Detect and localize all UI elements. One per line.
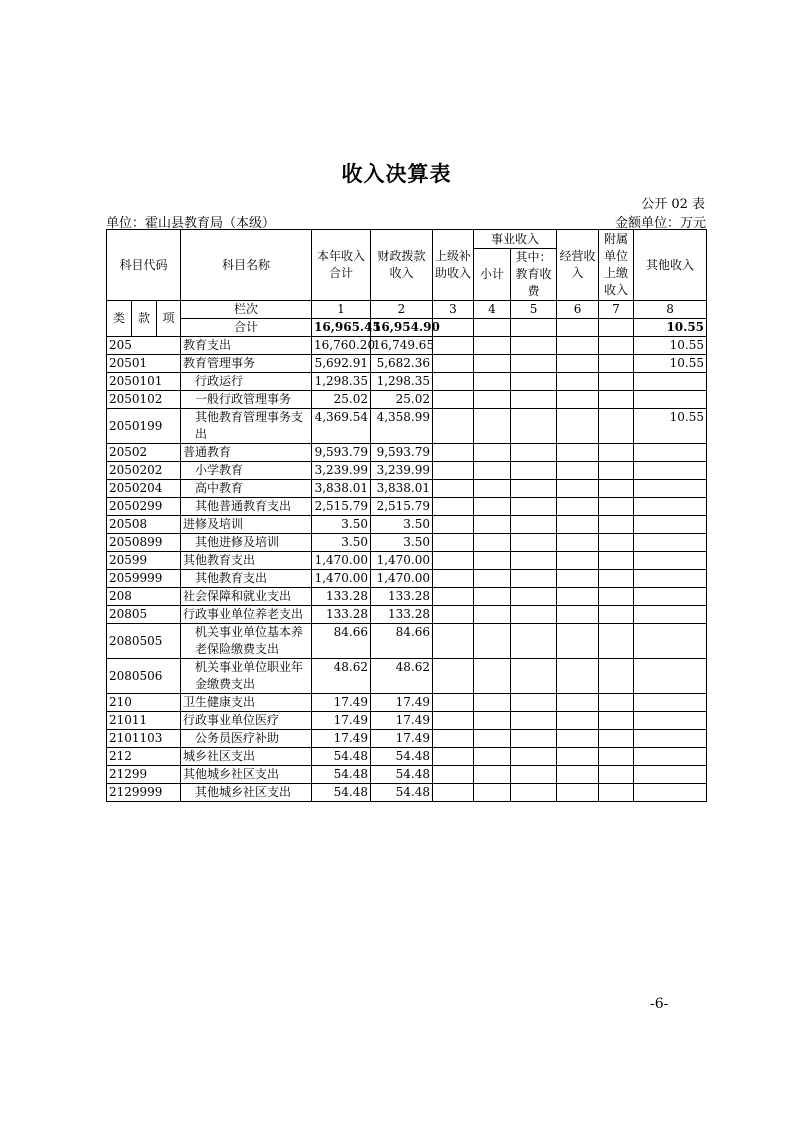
empty-cell — [474, 337, 511, 355]
empty-cell — [599, 534, 634, 552]
row-name: 社会保障和就业支出 — [181, 588, 312, 606]
empty-cell — [474, 766, 511, 784]
empty-cell — [599, 659, 634, 694]
row-other — [634, 588, 707, 606]
row-fiscal: 54.48 — [371, 748, 433, 766]
row-fiscal: 3.50 — [371, 516, 433, 534]
row-code: 2129999 — [107, 784, 181, 802]
header-other: 其他收入 — [634, 230, 707, 301]
total-label: 合计 — [181, 319, 312, 337]
row-other — [634, 624, 707, 659]
empty-cell — [474, 659, 511, 694]
row-fiscal: 1,470.00 — [371, 552, 433, 570]
header-operating: 经营收入 — [557, 230, 599, 301]
row-total: 84.66 — [312, 624, 371, 659]
row-total: 1,470.00 — [312, 570, 371, 588]
row-code: 2050299 — [107, 498, 181, 516]
empty-cell — [599, 606, 634, 624]
empty-cell — [557, 570, 599, 588]
empty-cell — [433, 498, 474, 516]
empty-cell — [511, 337, 557, 355]
header-name: 科目名称 — [181, 230, 312, 301]
empty-cell — [511, 552, 557, 570]
row-fiscal: 133.28 — [371, 588, 433, 606]
row-name: 普通教育 — [181, 444, 312, 462]
header-lei: 类 — [107, 301, 132, 337]
empty-cell — [599, 748, 634, 766]
empty-cell — [511, 534, 557, 552]
row-fiscal: 16,749.65 — [371, 337, 433, 355]
empty-cell — [433, 444, 474, 462]
empty-cell — [599, 409, 634, 444]
empty-cell — [511, 444, 557, 462]
table-row — [107, 730, 707, 748]
row-other — [634, 391, 707, 409]
empty-cell — [599, 462, 634, 480]
empty-cell — [474, 409, 511, 444]
row-name: 其他进修及培训 — [181, 534, 312, 552]
header-xiang: 项 — [157, 301, 181, 337]
row-fiscal: 3.50 — [371, 534, 433, 552]
row-other — [634, 606, 707, 624]
empty-cell — [433, 480, 474, 498]
row-other — [634, 659, 707, 694]
row-code: 20599 — [107, 552, 181, 570]
row-name: 一般行政管理事务 — [181, 391, 312, 409]
row-total: 3,838.01 — [312, 480, 371, 498]
empty-cell — [474, 516, 511, 534]
total-other: 10.55 — [634, 319, 707, 337]
empty-cell — [433, 766, 474, 784]
table-row — [107, 516, 707, 534]
row-fiscal: 3,239.99 — [371, 462, 433, 480]
empty-cell — [599, 355, 634, 373]
row-name: 其他城乡社区支出 — [181, 766, 312, 784]
empty-cell — [511, 570, 557, 588]
row-fiscal: 133.28 — [371, 606, 433, 624]
empty-cell — [599, 730, 634, 748]
row-total: 3,239.99 — [312, 462, 371, 480]
empty-cell — [474, 498, 511, 516]
empty-cell — [474, 462, 511, 480]
empty-cell — [474, 588, 511, 606]
row-total: 17.49 — [312, 712, 371, 730]
row-name: 行政运行 — [181, 373, 312, 391]
empty-cell — [433, 373, 474, 391]
total-fiscal: 16,954.90 — [371, 319, 433, 337]
row-fiscal: 48.62 — [371, 659, 433, 694]
row-code: 210 — [107, 694, 181, 712]
row-other — [634, 784, 707, 802]
row-total: 1,470.00 — [312, 552, 371, 570]
row-total: 16,760.20 — [312, 337, 371, 355]
empty-cell — [557, 766, 599, 784]
table-row — [107, 498, 707, 516]
row-other — [634, 516, 707, 534]
row-total: 25.02 — [312, 391, 371, 409]
empty-cell — [433, 462, 474, 480]
empty-cell — [599, 694, 634, 712]
empty-cell — [433, 534, 474, 552]
empty-cell — [433, 588, 474, 606]
empty-cell — [511, 498, 557, 516]
row-name: 卫生健康支出 — [181, 694, 312, 712]
empty-cell — [433, 748, 474, 766]
row-code: 2050899 — [107, 534, 181, 552]
empty-cell — [511, 516, 557, 534]
table-row — [107, 480, 707, 498]
row-fiscal: 2,515.79 — [371, 498, 433, 516]
empty-cell — [433, 391, 474, 409]
page-number: -6- — [650, 996, 669, 1012]
table-row — [107, 766, 707, 784]
row-total: 4,369.54 — [312, 409, 371, 444]
empty-cell — [557, 552, 599, 570]
row-code: 21011 — [107, 712, 181, 730]
row-name: 机关事业单位基本养老保险缴费支出 — [181, 624, 312, 659]
empty-cell — [511, 409, 557, 444]
row-total: 17.49 — [312, 694, 371, 712]
page-title: 收入决算表 — [341, 161, 452, 186]
empty-cell — [599, 373, 634, 391]
col-number: 6 — [557, 301, 599, 319]
empty-cell — [474, 570, 511, 588]
empty-cell — [557, 624, 599, 659]
empty-cell — [599, 337, 634, 355]
empty-cell — [557, 498, 599, 516]
empty-cell — [557, 391, 599, 409]
empty-cell — [557, 516, 599, 534]
col-number: 4 — [474, 301, 511, 319]
col-number: 8 — [634, 301, 707, 319]
row-fiscal: 25.02 — [371, 391, 433, 409]
row-name: 行政事业单位养老支出 — [181, 606, 312, 624]
empty-cell — [599, 784, 634, 802]
empty-cell — [599, 570, 634, 588]
table-row — [107, 659, 707, 694]
row-total: 133.28 — [312, 606, 371, 624]
row-name: 教育管理事务 — [181, 355, 312, 373]
row-fiscal: 84.66 — [371, 624, 433, 659]
row-other — [634, 462, 707, 480]
row-name: 进修及培训 — [181, 516, 312, 534]
col-number: 2 — [371, 301, 433, 319]
row-total: 1,298.35 — [312, 373, 371, 391]
row-fiscal: 5,682.36 — [371, 355, 433, 373]
empty-cell — [599, 624, 634, 659]
table-row — [107, 337, 707, 355]
row-other — [634, 534, 707, 552]
empty-cell — [433, 516, 474, 534]
row-name: 其他教育支出 — [181, 570, 312, 588]
row-fiscal: 54.48 — [371, 784, 433, 802]
empty-cell — [474, 624, 511, 659]
empty-cell — [474, 730, 511, 748]
header-code: 科目代码 — [107, 230, 181, 301]
row-other — [634, 480, 707, 498]
empty-cell — [433, 712, 474, 730]
empty-cell — [557, 606, 599, 624]
empty-cell — [433, 355, 474, 373]
row-name: 其他教育管理事务支出 — [181, 409, 312, 444]
empty-cell — [511, 588, 557, 606]
empty-cell — [433, 730, 474, 748]
empty-cell — [474, 552, 511, 570]
empty-cell — [599, 588, 634, 606]
col-number: 3 — [433, 301, 474, 319]
row-fiscal: 54.48 — [371, 766, 433, 784]
row-other — [634, 748, 707, 766]
table-row — [107, 409, 707, 444]
row-name: 高中教育 — [181, 480, 312, 498]
row-fiscal: 1,470.00 — [371, 570, 433, 588]
row-total: 2,515.79 — [312, 498, 371, 516]
row-fiscal: 17.49 — [371, 712, 433, 730]
row-code: 2050202 — [107, 462, 181, 480]
col-number: 7 — [599, 301, 634, 319]
header-total: 本年收入合计 — [312, 230, 371, 301]
empty-cell — [433, 409, 474, 444]
row-code: 208 — [107, 588, 181, 606]
empty-cell — [511, 748, 557, 766]
row-name: 机关事业单位职业年金缴费支出 — [181, 659, 312, 694]
row-code: 20805 — [107, 606, 181, 624]
empty-cell — [557, 337, 599, 355]
row-code: 20501 — [107, 355, 181, 373]
empty-cell — [599, 480, 634, 498]
empty-cell — [511, 606, 557, 624]
empty-cell — [474, 355, 511, 373]
empty-cell — [474, 712, 511, 730]
row-code: 20502 — [107, 444, 181, 462]
row-code: 2080506 — [107, 659, 181, 694]
empty-cell — [599, 516, 634, 534]
row-name: 小学教育 — [181, 462, 312, 480]
row-name: 其他普通教育支出 — [181, 498, 312, 516]
empty-cell — [557, 784, 599, 802]
table-row — [107, 588, 707, 606]
table-number: 公开 02 表 — [641, 197, 705, 212]
row-other — [634, 730, 707, 748]
row-other — [634, 444, 707, 462]
row-code: 2050102 — [107, 391, 181, 409]
table-row — [107, 748, 707, 766]
row-code: 2050101 — [107, 373, 181, 391]
table-row — [107, 712, 707, 730]
row-total: 48.62 — [312, 659, 371, 694]
row-total: 54.48 — [312, 766, 371, 784]
header-row-1 — [107, 230, 707, 249]
row-code: 2050204 — [107, 480, 181, 498]
row-code: 2050199 — [107, 409, 181, 444]
empty-cell — [599, 766, 634, 784]
unit-label: 单位：霍山县教育局（本级） — [106, 216, 276, 231]
empty-cell — [557, 444, 599, 462]
empty-cell — [511, 624, 557, 659]
row-code: 2101103 — [107, 730, 181, 748]
col-number: 1 — [312, 301, 371, 319]
row-name: 城乡社区支出 — [181, 748, 312, 766]
row-fiscal: 17.49 — [371, 730, 433, 748]
empty-cell — [433, 659, 474, 694]
row-fiscal: 3,838.01 — [371, 480, 433, 498]
empty-cell — [433, 606, 474, 624]
empty-cell — [599, 552, 634, 570]
empty-cell — [557, 712, 599, 730]
empty-cell — [557, 659, 599, 694]
header-subtotal: 小计 — [474, 249, 511, 301]
header-lanci: 栏次 — [181, 301, 312, 319]
empty-cell — [599, 391, 634, 409]
row-code: 205 — [107, 337, 181, 355]
row-other — [634, 373, 707, 391]
empty-cell — [474, 534, 511, 552]
row-other — [634, 570, 707, 588]
row-other: 10.55 — [634, 355, 707, 373]
row-other — [634, 712, 707, 730]
row-other — [634, 498, 707, 516]
empty-cell — [557, 534, 599, 552]
empty-cell — [511, 694, 557, 712]
empty-cell — [557, 462, 599, 480]
row-name: 教育支出 — [181, 337, 312, 355]
empty-cell — [511, 462, 557, 480]
empty-cell — [433, 552, 474, 570]
header-superior: 上级补助收入 — [433, 230, 474, 301]
row-total: 3.50 — [312, 516, 371, 534]
row-total: 9,593.79 — [312, 444, 371, 462]
header-kuan: 款 — [132, 301, 157, 337]
row-fiscal: 1,298.35 — [371, 373, 433, 391]
table-row — [107, 373, 707, 391]
empty-cell — [557, 409, 599, 444]
empty-cell — [474, 748, 511, 766]
row-code: 21299 — [107, 766, 181, 784]
empty-cell — [511, 480, 557, 498]
table-row — [107, 624, 707, 659]
table-row — [107, 462, 707, 480]
header-edu-fee: 其中：教育收费 — [511, 249, 557, 301]
empty-cell — [474, 480, 511, 498]
empty-cell — [511, 766, 557, 784]
row-total: 17.49 — [312, 730, 371, 748]
empty-cell — [511, 730, 557, 748]
empty-cell — [511, 712, 557, 730]
empty-cell — [433, 784, 474, 802]
row-name: 其他教育支出 — [181, 552, 312, 570]
row-other: 10.55 — [634, 409, 707, 444]
empty-cell — [511, 784, 557, 802]
table-row — [107, 534, 707, 552]
table-row — [107, 784, 707, 802]
row-name: 行政事业单位医疗 — [181, 712, 312, 730]
money-unit-label: 金额单位：万元 — [614, 216, 706, 231]
row-fiscal: 9,593.79 — [371, 444, 433, 462]
empty-cell — [557, 588, 599, 606]
row-total: 3.50 — [312, 534, 371, 552]
row-total: 54.48 — [312, 784, 371, 802]
row-name: 其他城乡社区支出 — [181, 784, 312, 802]
empty-cell — [511, 659, 557, 694]
empty-cell — [474, 373, 511, 391]
empty-cell — [433, 570, 474, 588]
empty-cell — [474, 694, 511, 712]
empty-cell — [557, 748, 599, 766]
total-total: 16,965.45 — [312, 319, 371, 337]
header-business: 事业收入 — [474, 230, 557, 249]
table-row — [107, 552, 707, 570]
empty-cell — [599, 444, 634, 462]
empty-cell — [474, 444, 511, 462]
empty-cell — [433, 337, 474, 355]
table-row — [107, 355, 707, 373]
row-fiscal: 4,358.99 — [371, 409, 433, 444]
row-total: 54.48 — [312, 748, 371, 766]
empty-cell — [557, 355, 599, 373]
empty-cell — [433, 694, 474, 712]
empty-cell — [557, 730, 599, 748]
row-code: 212 — [107, 748, 181, 766]
empty-cell — [557, 373, 599, 391]
empty-cell — [511, 373, 557, 391]
empty-cell — [599, 498, 634, 516]
empty-cell — [474, 606, 511, 624]
row-fiscal: 17.49 — [371, 694, 433, 712]
empty-cell — [474, 391, 511, 409]
total-row — [107, 319, 707, 337]
row-total: 133.28 — [312, 588, 371, 606]
row-code: 2080505 — [107, 624, 181, 659]
empty-cell — [511, 355, 557, 373]
row-other: 10.55 — [634, 337, 707, 355]
row-name: 公务员医疗补助 — [181, 730, 312, 748]
empty-cell — [599, 712, 634, 730]
header-fiscal: 财政拨款收入 — [371, 230, 433, 301]
row-code: 20508 — [107, 516, 181, 534]
empty-cell — [557, 480, 599, 498]
row-other — [634, 766, 707, 784]
meta-row — [106, 212, 706, 230]
table-row — [107, 606, 707, 624]
col-number: 5 — [511, 301, 557, 319]
row-total: 5,692.91 — [312, 355, 371, 373]
row-code: 2059999 — [107, 570, 181, 588]
empty-cell — [474, 784, 511, 802]
table-row — [107, 570, 707, 588]
header-affiliated: 附属单位上缴收入 — [599, 230, 634, 301]
table-row — [107, 444, 707, 462]
empty-cell — [557, 694, 599, 712]
row-other — [634, 552, 707, 570]
row-other — [634, 694, 707, 712]
empty-cell — [433, 624, 474, 659]
table-row — [107, 694, 707, 712]
column-number-row — [107, 301, 707, 319]
table-row — [107, 391, 707, 409]
income-table — [106, 229, 707, 802]
empty-cell — [511, 391, 557, 409]
